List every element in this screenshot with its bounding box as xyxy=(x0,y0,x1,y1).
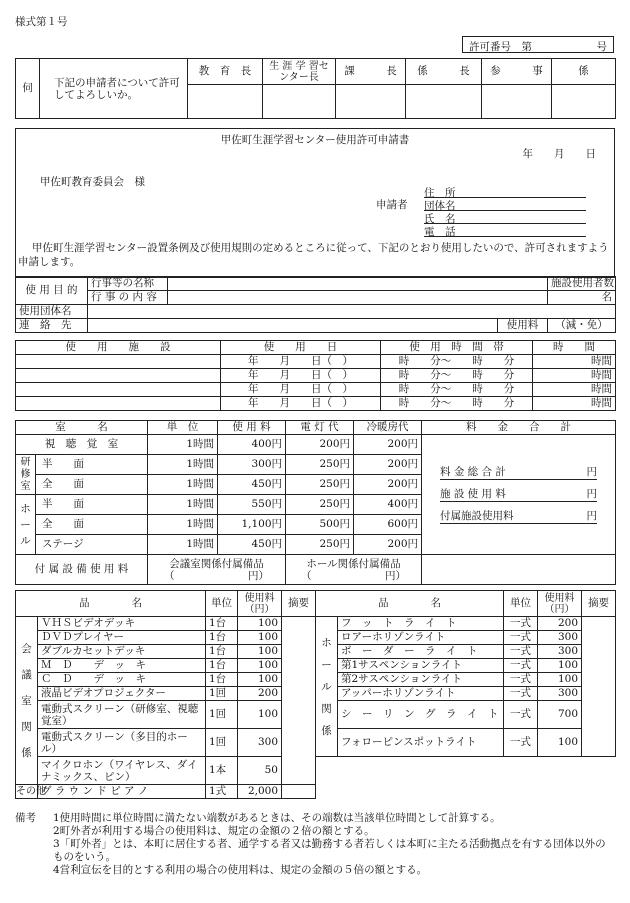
equip-fee: 100 xyxy=(238,673,282,687)
schedule-facility[interactable] xyxy=(16,397,221,411)
equip-name: ボ ー ダ ー ラ イ ト xyxy=(338,645,504,659)
equip-unit: 一式 xyxy=(504,729,538,757)
schedule-time[interactable]: 時 分～ 時 分 xyxy=(381,397,533,411)
contact-label: 連 絡 先 xyxy=(16,319,88,333)
event-content-label: 行 事 の 内 容 xyxy=(88,291,168,305)
notes xyxy=(15,812,615,877)
equip-meeting-amount[interactable]: （ 円） xyxy=(164,569,269,582)
contact-field[interactable] xyxy=(88,319,498,333)
schedule-facility[interactable] xyxy=(16,355,221,369)
users-unit: 名 xyxy=(548,291,616,305)
col-staff: 係 xyxy=(552,59,616,85)
address-field[interactable]: 住 所 xyxy=(424,185,586,198)
equip-hall-cell xyxy=(286,555,422,585)
col-subsection-chief: 係 長 xyxy=(406,59,482,85)
equip-unit: 一式 xyxy=(504,701,538,729)
rooms-header-unit: 単 位 xyxy=(148,421,218,435)
seal-cell xyxy=(188,85,263,119)
equip-fee: 700 xyxy=(538,701,582,729)
equip-unit: 1台 xyxy=(206,659,238,673)
room-fee: 550円 xyxy=(218,495,286,515)
seal-cell xyxy=(552,85,616,119)
equip-fee: 100 xyxy=(538,729,582,757)
usage-table xyxy=(15,276,616,333)
equip-name: ＶＨＳビデオデッキ xyxy=(38,617,206,631)
room-ac: 600円 xyxy=(354,515,422,535)
addressee: 甲佐町教育委員会 様 xyxy=(40,176,145,188)
schedule-time[interactable]: 時 分～ 時 分 xyxy=(381,355,533,369)
equip-fee: 100 xyxy=(238,631,282,645)
equip-note[interactable] xyxy=(282,617,316,785)
equip-name: Ｃ Ｄ デ ッ キ xyxy=(38,673,206,687)
schedule-hours[interactable]: 時間 xyxy=(533,397,616,411)
equip-header-note-right: 摘要 xyxy=(582,591,616,617)
equip-unit: 1台 xyxy=(206,645,238,659)
equip-unit: 1回 xyxy=(206,701,238,729)
schedule-row xyxy=(16,397,616,411)
equip-name: ロアーホリゾンライト xyxy=(338,631,504,645)
equip-name: Ｍ Ｄ デ ッ キ xyxy=(38,659,206,673)
ka-cell: 伺 xyxy=(16,59,40,119)
room-ac: 200円 xyxy=(354,435,422,455)
equip-header-unit-left: 単位 xyxy=(206,591,238,617)
group-meeting-room: 会議室関係 xyxy=(16,617,38,785)
application-title: 甲佐町生涯学習センター使用許可申請書 xyxy=(220,134,410,146)
schedule-row xyxy=(16,369,616,383)
equip-name: 電動式スクリーン（多目的ホール） xyxy=(38,729,206,757)
room-unit: 1時間 xyxy=(148,475,218,495)
schedule-header-hours: 時 間 xyxy=(533,341,616,355)
equip-unit: 一式 xyxy=(504,673,538,687)
blank-cell xyxy=(422,555,616,585)
group-hall: ホール xyxy=(16,495,36,555)
room-light: 200円 xyxy=(286,435,354,455)
equip-fee: 100 xyxy=(238,659,282,673)
equip-fee: 200 xyxy=(238,687,282,701)
equip-fee: 300 xyxy=(538,687,582,701)
group-name-field[interactable]: 団体名 xyxy=(424,198,586,211)
room-fee: 1,100円 xyxy=(218,515,286,535)
room-light: 250円 xyxy=(286,535,354,555)
room-fee: 400円 xyxy=(218,435,286,455)
schedule-hours[interactable]: 時間 xyxy=(533,369,616,383)
note-item: 1使用時間に単位時間に満たない端数があるときは、その端数は当該単位時間として計算する。 xyxy=(53,812,501,824)
rooms-table xyxy=(15,420,616,585)
equip-name: 第2サスペンションライト xyxy=(338,673,504,687)
room-name: 半 面 xyxy=(36,455,148,475)
equip-fee: 2,000 xyxy=(238,785,282,799)
seal-cell xyxy=(263,85,336,119)
equip-unit: 一式 xyxy=(504,645,538,659)
equipment-fee-row xyxy=(440,510,597,524)
totals-cell xyxy=(422,435,616,555)
col-section-chief: 課 長 xyxy=(336,59,406,85)
equipment-fee-unit: 円 xyxy=(586,509,597,522)
room-ac: 200円 xyxy=(354,455,422,475)
schedule-facility[interactable] xyxy=(16,369,221,383)
schedule-facility[interactable] xyxy=(16,383,221,397)
room-unit: 1時間 xyxy=(148,535,218,555)
equip-unit: 1本 xyxy=(206,757,238,785)
room-unit: 1時間 xyxy=(148,455,218,475)
equip-header-fee-left: 使用料（円） xyxy=(238,591,282,617)
room-light: 250円 xyxy=(286,475,354,495)
room-light: 500円 xyxy=(286,515,354,535)
permit-label: 許可番号 第 xyxy=(469,41,532,53)
form-number: 様式第１号 xyxy=(15,16,68,28)
room-unit: 1時間 xyxy=(148,515,218,535)
users-label: 施設使用者数 xyxy=(548,277,616,291)
col-councilor: 参 事 xyxy=(482,59,552,85)
equip-fee-label: 付 属 設 備 使 用 料 xyxy=(16,555,148,585)
equip-meeting-cell xyxy=(148,555,286,585)
seal-cell xyxy=(406,85,482,119)
equip-unit: 1台 xyxy=(206,673,238,687)
rooms-header-total: 料 金 合 計 xyxy=(422,421,616,435)
facility-fee-unit: 円 xyxy=(586,487,597,500)
room-ac: 200円 xyxy=(354,475,422,495)
room-name: 全 面 xyxy=(36,475,148,495)
fee-label: 使用料 xyxy=(498,319,548,333)
equip-fee: 100 xyxy=(238,645,282,659)
room-name: 半 面 xyxy=(36,495,148,515)
equip-unit: 1台 xyxy=(206,617,238,631)
equip-unit: 1回 xyxy=(206,687,238,701)
purpose-label: 使 用 目 的 xyxy=(16,277,88,305)
phone-field[interactable]: 電 話 xyxy=(424,224,586,237)
schedule-hours[interactable]: 時間 xyxy=(533,355,616,369)
equip-unit: 一式 xyxy=(504,617,538,631)
event-content-field[interactable] xyxy=(168,291,548,305)
room-name: 全 面 xyxy=(36,515,148,535)
equip-fee: 200 xyxy=(538,617,582,631)
schedule-date[interactable]: 年 月 日（ ） xyxy=(221,383,381,397)
total-unit: 円 xyxy=(586,465,597,478)
equip-fee: 100 xyxy=(238,617,282,631)
rooms-header-light: 電 灯 代 xyxy=(286,421,354,435)
note-item: 4営利宣伝を目的とする利用の場合の使用料は、規定の金額の５倍の額とする。 xyxy=(53,864,428,876)
equip-fee: 50 xyxy=(238,757,282,785)
application-body: 甲佐町生涯学習センター設置条例及び使用規則の定めるところに従って、下記のとおり使用したいので、許可されますよう申請します。 xyxy=(18,242,609,268)
equip-unit: 1回 xyxy=(206,729,238,757)
equip-fee: 300 xyxy=(538,631,582,645)
rooms-header-name: 室 名 xyxy=(16,421,148,435)
blank-area xyxy=(316,757,616,799)
equip-header-name-right: 品 名 xyxy=(316,591,504,617)
room-ac: 200円 xyxy=(354,535,422,555)
equip-hall-amount[interactable]: （ 円） xyxy=(301,569,406,582)
facility-fee-label: 施 設 使 用 料 xyxy=(440,487,506,500)
room-name: 視 聴 覚 室 xyxy=(16,435,148,455)
col-center-director: 生 涯 学 習センター長 xyxy=(263,59,336,85)
equip-name: 液晶ビデオプロジェクター xyxy=(38,687,206,701)
equip-header-name-left: 品 名 xyxy=(16,591,206,617)
facility-fee-row xyxy=(440,488,597,502)
equip-fee: 100 xyxy=(538,673,582,687)
schedule-time[interactable]: 時 分～ 時 分 xyxy=(381,383,533,397)
equip-name: マイクロホン（ワイヤレス、ダイナミックス、ピン） xyxy=(38,757,206,785)
col-superintendent: 教 育 長 xyxy=(188,59,263,85)
schedule-date[interactable]: 年 月 日（ ） xyxy=(221,369,381,383)
room-unit: 1時間 xyxy=(148,495,218,515)
schedule-date[interactable]: 年 月 日（ ） xyxy=(221,397,381,411)
equip-fee: 300 xyxy=(238,729,282,757)
seal-cell xyxy=(482,85,552,119)
name-field[interactable]: 氏 名 xyxy=(424,211,586,224)
equip-name: アッパーホリゾンライト xyxy=(338,687,504,701)
schedule-table xyxy=(15,340,616,411)
schedule-header-date: 使 用 日 xyxy=(221,341,381,355)
equip-hall-label: ホール関係付属備品 xyxy=(306,557,401,570)
note-item: 3「町外者」とは、本町に居住する者、通学する者又は勤務する者若しくは本町に主たる活動拠点を有する団体以外のものをいう。 xyxy=(53,838,606,863)
room-ac: 400円 xyxy=(354,495,422,515)
total-row xyxy=(440,466,597,480)
schedule-row xyxy=(16,355,616,369)
seal-cell xyxy=(336,85,406,119)
equip-name: ＤＶＤプレイヤー xyxy=(38,631,206,645)
equip-header-note-left: 摘要 xyxy=(282,591,316,617)
room-unit: 1時間 xyxy=(148,435,218,455)
fee-note: （減・免） xyxy=(548,319,616,333)
equip-unit: 一式 xyxy=(504,687,538,701)
equip-unit: 1台 xyxy=(206,631,238,645)
application-header xyxy=(15,128,615,278)
schedule-date[interactable]: 年 月 日（ ） xyxy=(221,355,381,369)
rooms-header-ac: 冷暖房代 xyxy=(354,421,422,435)
equip-fee: 100 xyxy=(238,701,282,729)
permit-suffix: 号 xyxy=(596,41,607,53)
room-fee: 300円 xyxy=(218,455,286,475)
equip-unit: 一式 xyxy=(504,631,538,645)
equip-name: 電動式スクリーン（研修室、視聴覚室） xyxy=(38,701,206,729)
equip-name: ダブルカセットデッキ xyxy=(38,645,206,659)
room-light: 250円 xyxy=(286,495,354,515)
room-name: ステージ xyxy=(36,535,148,555)
room-light: 250円 xyxy=(286,455,354,475)
equipment-table xyxy=(15,590,616,799)
notes-label: 備考 xyxy=(15,812,36,824)
equip-fee: 300 xyxy=(538,645,582,659)
equip-note[interactable] xyxy=(582,617,616,757)
equip-name: フ ッ ト ラ イ ト xyxy=(338,617,504,631)
group-hall-equipment: ホール関係 xyxy=(316,617,338,757)
group-training-room: 研修室 xyxy=(16,455,36,495)
equipment-fee-label: 付属施設使用料 xyxy=(440,509,514,522)
equip-unit: 一式 xyxy=(504,659,538,673)
event-name-label: 行事等の名称 xyxy=(88,277,168,291)
equip-meeting-label: 会議室関係付属備品 xyxy=(169,557,264,570)
group-label: 使用団体名 xyxy=(16,305,88,319)
schedule-header-facility: 使 用 施 設 xyxy=(16,341,221,355)
equip-header-fee-right: 使用料（円） xyxy=(538,591,582,617)
permit-number-box xyxy=(462,36,614,53)
equip-name: グ ラ ウ ン ド ピ ア ノ xyxy=(38,785,206,799)
application-date: 年 月 日 xyxy=(522,148,596,160)
schedule-header-time: 使 用 時 間 帯 xyxy=(381,341,533,355)
total-label: 料 金 総 合 計 xyxy=(440,465,506,478)
equip-note[interactable] xyxy=(282,785,316,799)
note-item: 2町外者が利用する場合の使用料は、規定の金額の２倍の額とする。 xyxy=(53,825,375,837)
equip-header-unit-right: 単位 xyxy=(504,591,538,617)
equip-fee: 100 xyxy=(538,659,582,673)
room-fee: 450円 xyxy=(218,535,286,555)
equip-name: シ ー リ ン グ ラ イ ト xyxy=(338,701,504,729)
rooms-header-fee: 使 用 料 xyxy=(218,421,286,435)
group-field[interactable] xyxy=(88,305,616,319)
equip-name: フォローピンスポットライト xyxy=(338,729,504,757)
room-fee: 450円 xyxy=(218,475,286,495)
approval-table xyxy=(15,58,616,119)
schedule-time[interactable]: 時 分～ 時 分 xyxy=(381,369,533,383)
equip-name: 第1サスペンションライト xyxy=(338,659,504,673)
applicant-label: 申請者 xyxy=(376,199,408,211)
schedule-hours[interactable]: 時間 xyxy=(533,383,616,397)
equip-unit: 1式 xyxy=(206,785,238,799)
approval-question: 下記の申請者について許可してよろしいか。 xyxy=(40,59,188,119)
event-name-field[interactable] xyxy=(168,277,548,291)
group-other: その他 xyxy=(16,786,46,797)
schedule-row xyxy=(16,383,616,397)
